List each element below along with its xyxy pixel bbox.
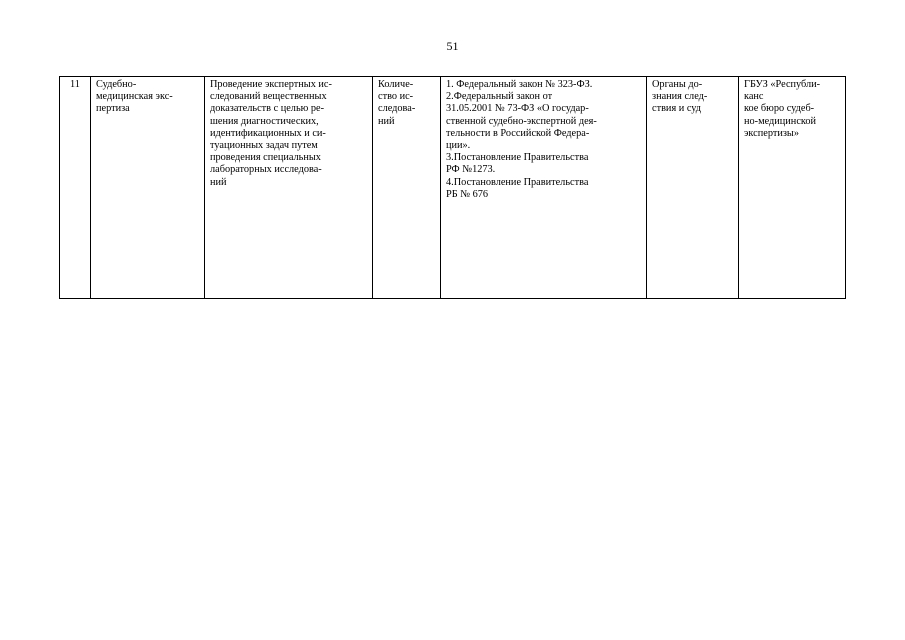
provider-line: кое бюро судеб- (744, 103, 815, 115)
description-line: шения диагностических, (210, 115, 319, 127)
description-line: следований вещественных (210, 91, 327, 103)
legal-basis-line: 4.Постановление Правительства (446, 176, 589, 188)
page-number: 51 (446, 39, 459, 53)
service-description-cell (205, 77, 373, 299)
services-table (59, 76, 846, 299)
recipients-line: ствия и суд (652, 103, 702, 115)
provider-line: канс (744, 91, 764, 103)
legal-basis-line: ственной судебно-экспертной дея- (446, 115, 597, 127)
legal-basis-line: РФ №1273. (446, 164, 496, 176)
unit-line: следова- (378, 103, 416, 115)
description-line: лабораторных исследова- (210, 164, 322, 176)
measurement-unit-cell (373, 77, 441, 299)
legal-basis-cell (441, 77, 647, 299)
unit-line: Количе- (378, 79, 414, 90)
service-name-cell (91, 77, 205, 299)
provider-line: ГБУЗ «Республи- (744, 79, 821, 90)
description-line: Проведение экспертных ис- (210, 79, 332, 90)
legal-basis-line: 31.05.2001 № 73-ФЗ «О государ- (446, 103, 589, 115)
description-line: проведения специальных (210, 152, 321, 164)
legal-basis-line: 2.Федеральный закон от (446, 91, 553, 103)
provider-cell (739, 77, 846, 299)
description-line: ний (210, 176, 227, 188)
service-line: медицинская экс- (96, 91, 173, 103)
service-line: Судебно- (96, 79, 137, 90)
recipients-line: знания след- (652, 91, 708, 103)
legal-basis-line: ции». (446, 140, 471, 152)
legal-basis-line: тельности в Российской Федера- (446, 127, 590, 139)
description-line: туационных задач путем (210, 140, 318, 152)
provider-line: но-медицинской (744, 115, 817, 127)
legal-basis-line: 1. Федеральный закон № 323-ФЗ. (446, 79, 593, 90)
unit-line: ство ис- (378, 91, 414, 103)
provider-line: экспертизы» (744, 127, 799, 139)
description-line: доказательств с целью ре- (210, 103, 325, 115)
unit-line: ний (378, 115, 395, 127)
recipients-line: Органы до- (652, 79, 703, 90)
service-line: пертиза (96, 103, 130, 115)
legal-basis-line: РБ № 676 (446, 188, 489, 200)
legal-basis-line: 3.Постановление Правительства (446, 152, 589, 164)
recipients-cell (647, 77, 739, 299)
description-line: идентификационных и си- (210, 127, 326, 139)
row-number-cell: 11 (60, 77, 91, 299)
table-row (60, 77, 846, 299)
